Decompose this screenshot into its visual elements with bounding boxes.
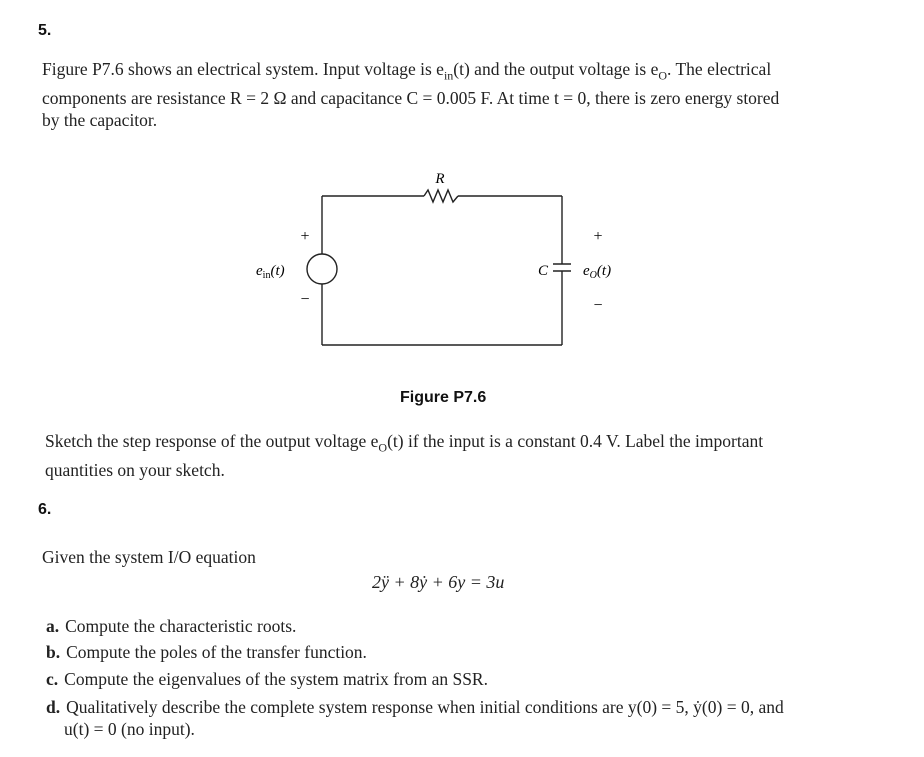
intro-line-3: by the capacitor. (42, 109, 158, 130)
output-plus: + (593, 228, 603, 245)
question-5-number: 5. (38, 22, 52, 39)
resistor-label: R (435, 171, 445, 187)
capacitor-label: C (538, 263, 549, 279)
io-equation: 2ÿ + 8ẏ + 6y = 3u (372, 572, 505, 592)
task-line-2: quantities on your sketch. (45, 459, 225, 480)
item-c: c. Compute the eigenvalues of the system matrix from an SSR. (46, 669, 488, 689)
intro-line-2: components are resistance R = 2 Ω and capacitance C = 0.005 F. At time t = 0, there is zero energy stored (42, 87, 780, 108)
item-b: b. Compute the poles of the transfer function. (46, 642, 367, 662)
source-plus: + (300, 228, 310, 245)
source-minus: − (300, 291, 310, 308)
output-minus: − (593, 297, 603, 314)
item-d: d. Qualitatively describe the complete system response when initial conditions are y(0) = 5, ẏ(0) = 0, and u(t) = 0 (no input). (46, 697, 784, 739)
task-line-1: Sketch the step response of the output voltage $e_O(t)$ if the input is a constant 0.4 V. Label the important (45, 431, 764, 455)
figure-caption: Figure P7.6 (400, 389, 487, 406)
voltage-source (307, 254, 337, 284)
output-label: $e_O(t)$ (583, 263, 612, 281)
resistor-zigzag (424, 190, 458, 202)
intro-line-1: Figure P7.6 shows an electrical system. Input voltage is $e_{in}(t)$ and the output voltage is $e_O$. The electrical (42, 59, 772, 83)
item-a: a. Compute the characteristic roots. (46, 616, 297, 636)
source-label: $e_{in}(t)$ (256, 263, 285, 281)
question-6-intro: Given the system I/O equation (42, 547, 256, 567)
question-5-task (45, 430, 905, 481)
question-6-number: 6. (38, 501, 52, 518)
